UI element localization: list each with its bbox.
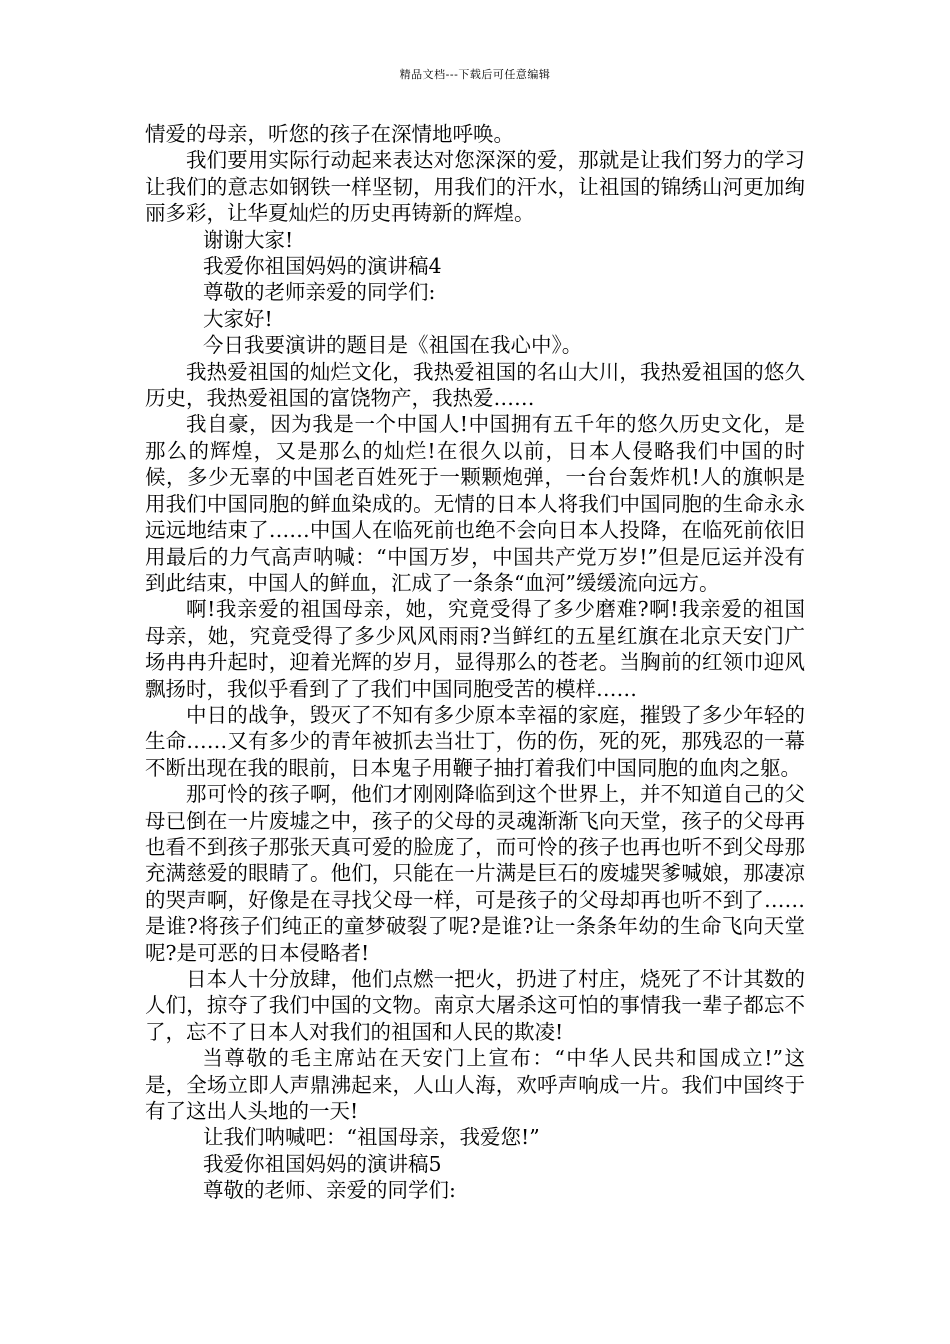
exclamation-line: 让我们呐喊吧：“祖国母亲，我爱您!” xyxy=(203,1125,540,1150)
paragraph: 中日的战争，毁灭了不知有多少原本幸福的家庭，摧毁了多少年轻的生命……又有多少的青年被抓去当壮丁，伤的伤，死的死，那残忍的一幕不断出现在我的眼前，日本鬼子用鞭子抽打着我们中国同胞的血肉之躯。 xyxy=(145,702,805,780)
speech-title: 我爱你祖国妈妈的演讲稿5 xyxy=(203,1151,442,1176)
paragraph: 我们要用实际行动起来表达对您深深的爱，那就是让我们努力的学习让我们的意志如钢铁一样坚韧，用我们的汗水，让祖国的锦绣山河更加绚丽多彩，让华夏灿烂的历史再铸新的辉煌。 xyxy=(145,148,805,226)
salutation: 尊敬的老师亲爱的同学们: xyxy=(203,280,436,305)
salutation: 尊敬的老师、亲爱的同学们: xyxy=(203,1178,456,1203)
speech-title: 我爱你祖国妈妈的演讲稿4 xyxy=(203,254,442,279)
paragraph: 日本人十分放肆，他们点燃一把火，扔进了村庄，烧死了不计其数的人们，掠夺了我们中国的文物。南京大屠杀这可怕的事情我一辈子都忘不了，忘不了日本人对我们的祖国和人民的欺凌! xyxy=(145,967,805,1044)
paragraph: 情爱的母亲，听您的孩子在深情地呼唤。 xyxy=(145,122,514,146)
greeting: 大家好! xyxy=(203,306,273,331)
topic-line: 今日我要演讲的题目是《祖国在我心中》。 xyxy=(203,333,583,358)
closing-line: 谢谢大家! xyxy=(203,227,294,252)
paragraph: 当尊敬的毛主席站在天安门上宣布：“中华人民共和国成立!”这是，全场立即人声鼎沸起来，人山人海，欢呼声响成一片。我们中国终于有了这出人头地的一天! xyxy=(145,1046,805,1124)
document-body xyxy=(145,121,805,1204)
paragraph: 那可怜的孩子啊，他们才刚刚降临到这个世界上，并不知道自己的父母已倒在一片废墟之中，孩子的父母的灵魂渐渐飞向天堂，孩子的父母再也看不到孩子那张天真可爱的脸庞了，而可怜的孩子也再也听不到父母那充满慈爱的眼睛了。他们，只能在一片满是巨石的废墟哭爹喊娘，那凄凉的哭声啊，好像是在寻找父母一样，可是孩子的父母却再也听不到了……是谁?将孩子们纯正的童梦破裂了呢?是谁?让一条条年幼的生命飞向天堂呢?是可恶的日本侵略者! xyxy=(145,782,805,965)
page-header-note: 精品文档---下载后可任意编辑 xyxy=(399,68,551,81)
paragraph: 我自豪，因为我是一个中国人!中国拥有五千年的悠久历史文化，是那么的辉煌，又是那么的灿烂!在很久以前，日本人侵略我们中国的时候，多少无辜的中国老百姓死于一颗颗炮弹，一台台轰炸机!人的旗帜是用我们中国同胞的鲜血染成的。无情的日本人将我们中国同胞的生命永永远远地结束了……中国人在临死前也绝不会向日本人投降，在临死前依旧用最后的力气高声呐喊：“中国万岁，中国共产党万岁!”但是厄运并没有到此结束，中国人的鲜血，汇成了一条条“血河”缓缓流向远方。 xyxy=(145,412,805,595)
paragraph: 我热爱祖国的灿烂文化，我热爱祖国的名山大川，我热爱祖国的悠久历史，我热爱祖国的富饶物产，我热爱…… xyxy=(145,359,805,411)
paragraph: 啊!我亲爱的祖国母亲，她，究竟受得了多少磨难?啊!我亲爱的祖国母亲，她，究竟受得了多少风风雨雨?当鲜红的五星红旗在北京天安门广场冉冉升起时，迎着光辉的岁月，显得那么的苍老。当胸前的红领巾迎风飘扬时，我似乎看到了了我们中国同胞受苦的模样…… xyxy=(145,597,805,701)
